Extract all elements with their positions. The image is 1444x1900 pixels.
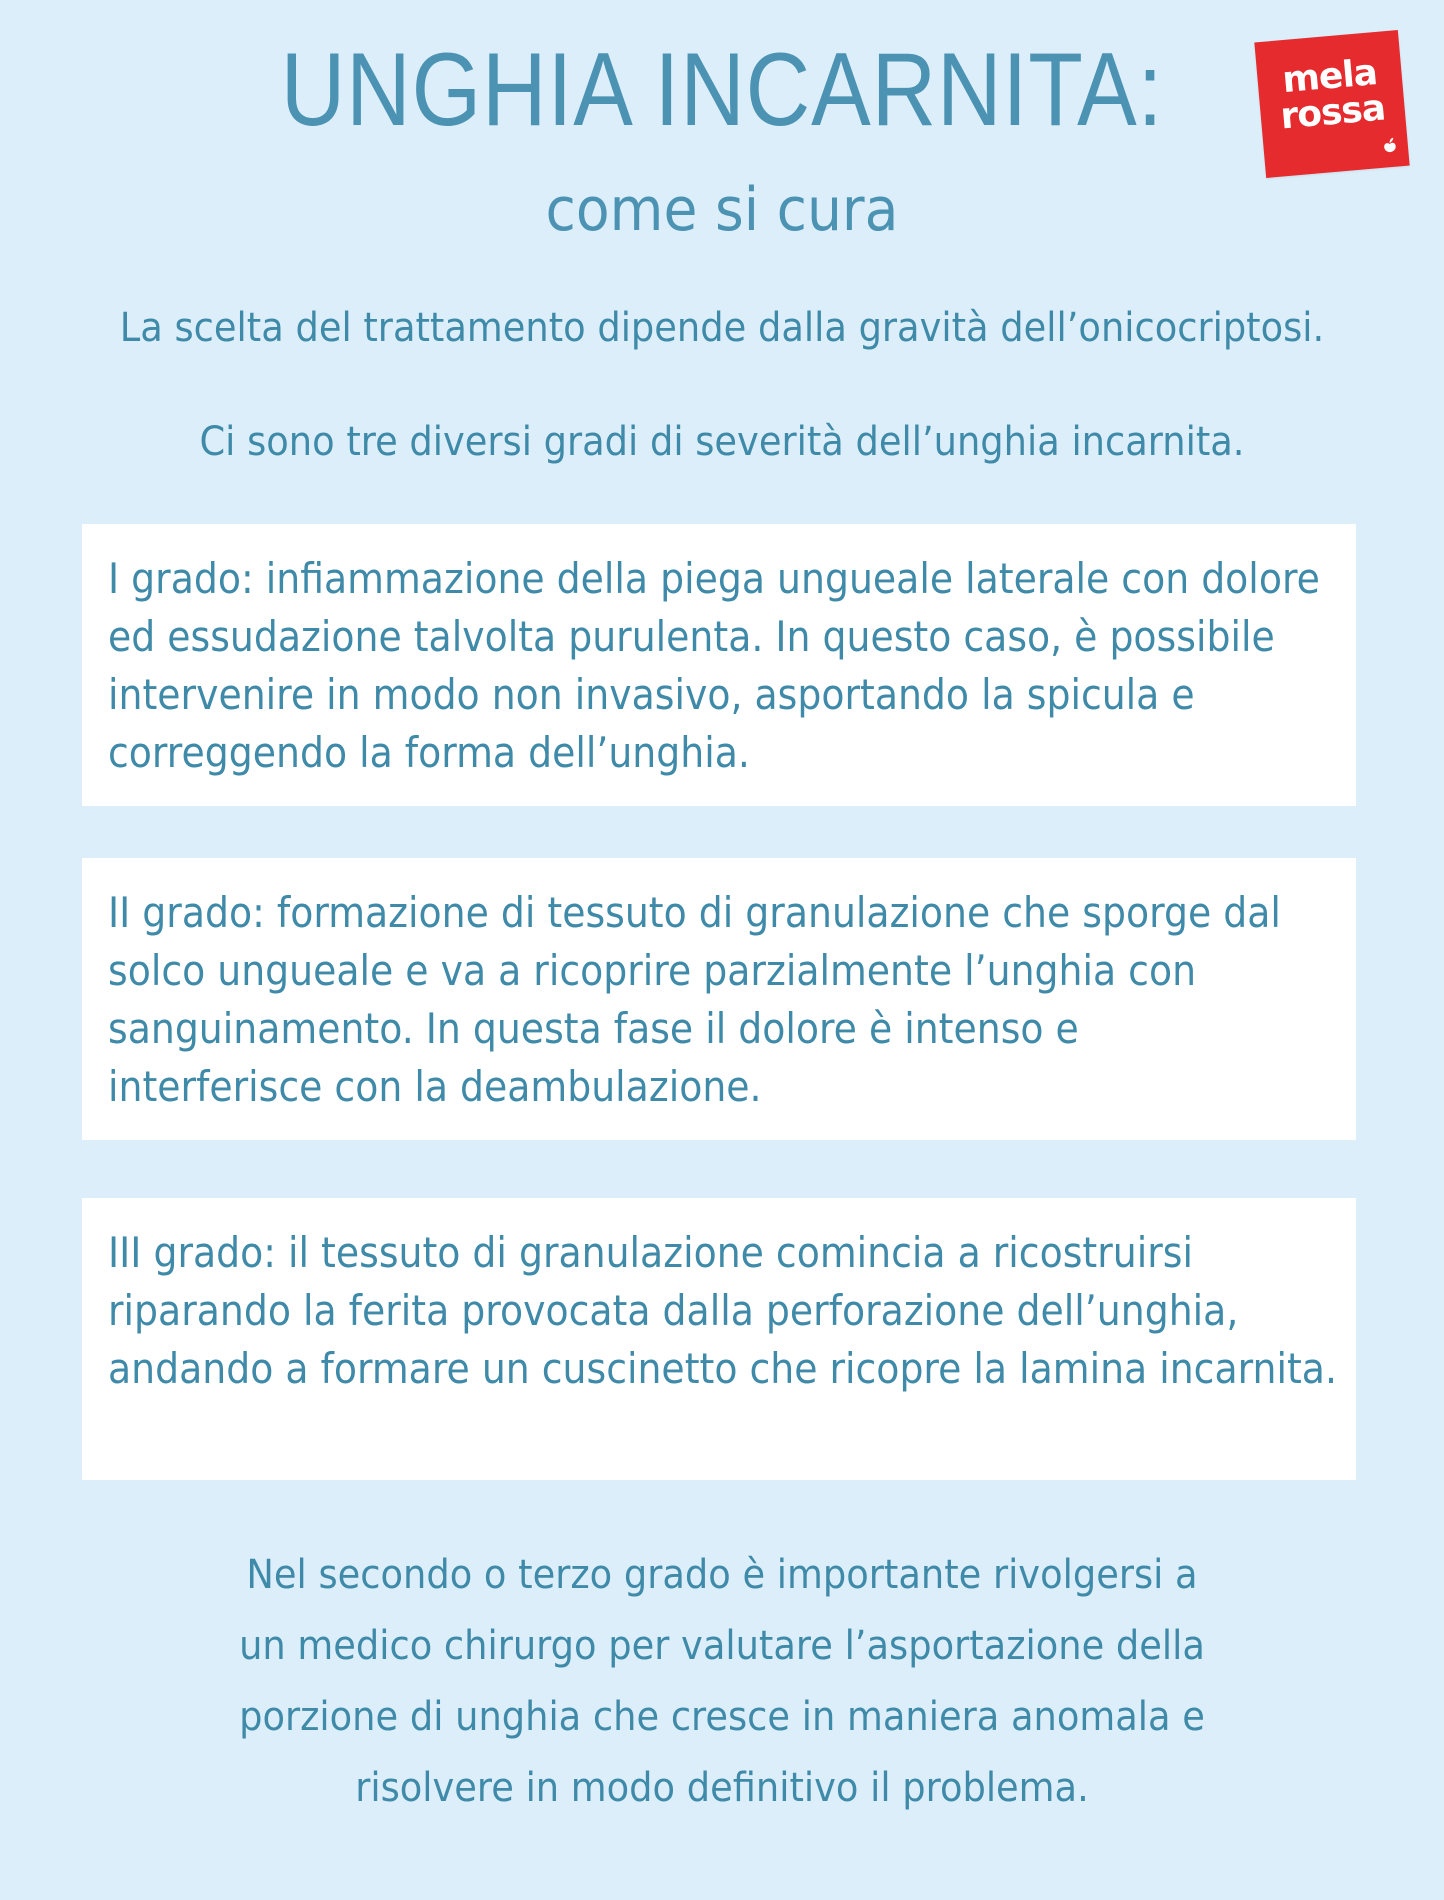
grade-1-line: ed essudazione talvolta purulenta. In questo caso, è possibile [108,612,1275,661]
melarossa-logo[interactable] [1254,30,1409,178]
apple-leaf-icon [1381,136,1398,153]
grade-3-line: andando a formare un cuscinetto che ricopre la lamina incarnita. [108,1344,1337,1393]
grade-3-card [82,1198,1356,1480]
grade-3-text [108,1224,1337,1398]
grade-3-line: riparando la ferita provocata dalla perforazione dell’unghia, [108,1286,1239,1335]
grade-2-text [108,884,1281,1116]
logo-text-mela: mela [1280,52,1379,102]
grade-2-line: sanguinamento. In questa fase il dolore è intenso e [108,1004,1079,1053]
logo-text-rossa: rossa [1278,87,1387,138]
intro-severity-text: Ci sono tre diversi gradi di severità dell’unghia incarnita. [199,419,1245,465]
closing-line: risolvere in modo definitivo il problema. [355,1765,1089,1811]
grade-1-line: I grado: infiammazione della piega ungueale laterale con dolore [108,554,1320,603]
grade-2-line: solco ungueale e va a ricoprire parzialmente l’unghia con [108,946,1197,995]
page-title: UNGHIA INCARNITA: [280,32,1164,148]
grade-2-line: interferisce con la deambulazione. [108,1062,762,1111]
closing-line: porzione di unghia che cresce in maniera anomala e [239,1694,1205,1740]
grade-2-line: II grado: formazione di tessuto di granulazione che sporge dal [108,888,1281,937]
page-subtitle: come si cura [545,175,899,245]
intro-treatment-text: La scelta del trattamento dipende dalla gravità dell’onicocriptosi. [119,305,1325,351]
closing-advice-text [58,1540,1386,1824]
grade-1-card [82,524,1356,806]
grade-3-line: III grado: il tessuto di granulazione comincia a ricostruirsi [108,1228,1193,1277]
grade-1-text [108,550,1320,782]
grade-1-line: intervenire in modo non invasivo, asportando la spicula e [108,670,1195,719]
closing-line: un medico chirurgo per valutare l’asportazione della [239,1623,1205,1669]
grade-1-line: correggendo la forma dell’unghia. [108,728,750,777]
grade-2-card [82,858,1356,1140]
closing-line: Nel secondo o terzo grado è importante rivolgersi a [246,1552,1198,1598]
